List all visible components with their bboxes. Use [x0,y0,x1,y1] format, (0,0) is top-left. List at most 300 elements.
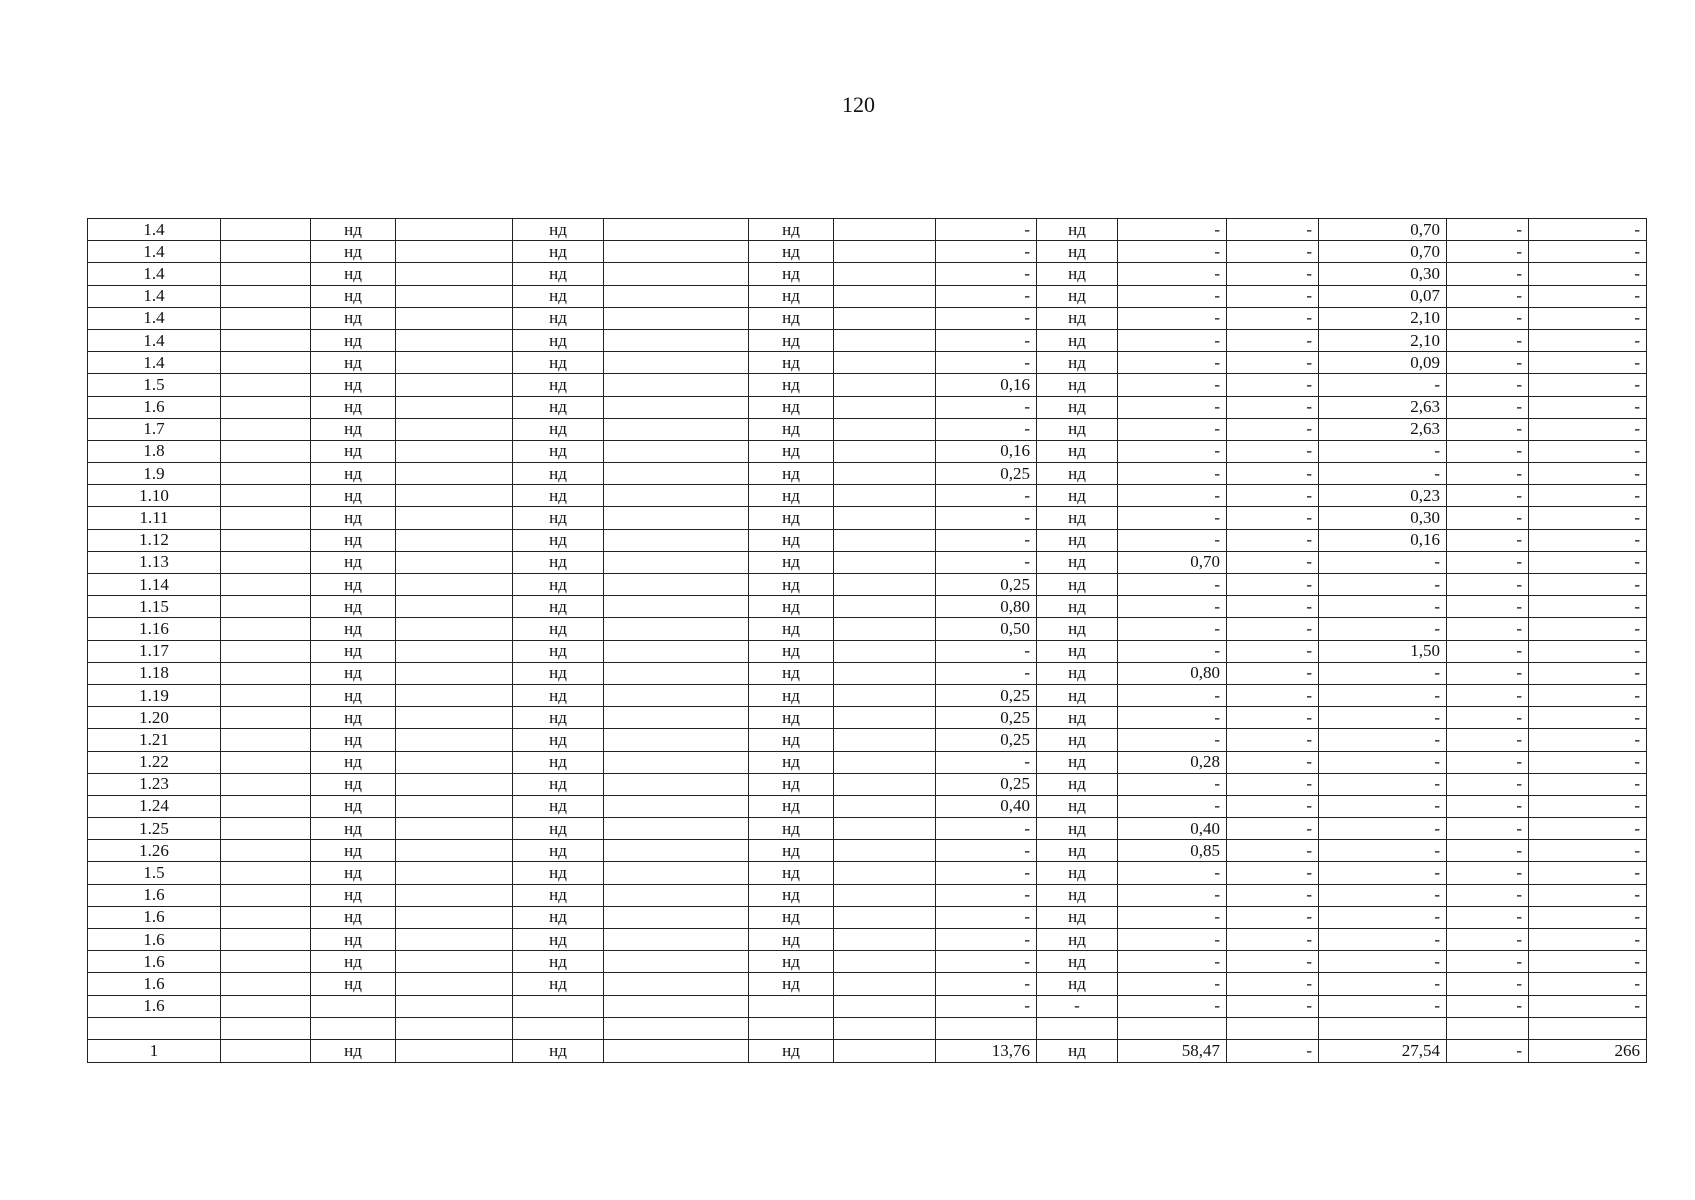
table-cell: - [1529,773,1647,795]
table-cell [396,263,513,285]
table-cell: - [1118,773,1227,795]
table-cell: нд [1037,795,1118,817]
table-cell: нд [513,729,604,751]
table-cell [834,618,936,640]
table-cell: нд [749,418,834,440]
table-cell: 1.15 [88,596,221,618]
table-cell: - [1447,751,1529,773]
table-cell: - [1319,551,1447,573]
page-number: 120 [842,92,875,117]
table-row [88,418,1647,440]
table-cell [221,640,311,662]
table-cell: - [1447,485,1529,507]
table-cell: - [936,241,1037,263]
table-cell: - [936,352,1037,374]
table-cell: - [1447,906,1529,928]
table-cell: нд [311,507,396,529]
table-cell [396,574,513,596]
table-cell: - [1447,219,1529,241]
table-cell: - [1447,973,1529,995]
table-cell [221,418,311,440]
table-cell: нд [311,773,396,795]
table-cell: нд [749,618,834,640]
table-cell: - [1227,640,1319,662]
table-cell: - [1118,618,1227,640]
table-cell: - [1529,884,1647,906]
table-cell [834,551,936,573]
table-cell: нд [749,374,834,396]
table-cell: - [936,995,1037,1017]
table-cell: - [1118,574,1227,596]
table-cell: - [1529,995,1647,1017]
table-row [88,818,1647,840]
table-cell: - [1319,684,1447,706]
table-cell [396,840,513,862]
table-cell: 0,28 [1118,751,1227,773]
table-cell: - [1118,285,1227,307]
table-cell: - [1447,374,1529,396]
table-cell: 0,07 [1319,285,1447,307]
table-cell [604,529,749,551]
table-cell: - [1227,684,1319,706]
table-cell: - [1447,574,1529,596]
table-row [88,374,1647,396]
table-cell [311,1017,396,1039]
table-cell: - [1447,618,1529,640]
table-cell: 2,63 [1319,418,1447,440]
table-cell: - [1529,729,1647,751]
table-cell: нд [1037,329,1118,351]
table-cell [834,840,936,862]
table-cell: нд [1037,574,1118,596]
table-cell: нд [513,285,604,307]
table-cell [604,773,749,795]
table-cell: 1.6 [88,396,221,418]
table-cell [396,973,513,995]
table-cell [834,795,936,817]
table-cell: 1.4 [88,352,221,374]
table-cell: - [936,529,1037,551]
table-cell: - [1227,307,1319,329]
table-cell: 0,16 [936,440,1037,462]
table-cell: - [1118,929,1227,951]
table-cell: 1.18 [88,662,221,684]
table-cell: 0,25 [936,463,1037,485]
table-cell [834,463,936,485]
table-cell: нд [749,241,834,263]
table-cell [604,396,749,418]
table-cell: нд [311,618,396,640]
table-cell: - [1118,463,1227,485]
table-row [88,684,1647,706]
table-cell [1118,1017,1227,1039]
table-cell: нд [1037,507,1118,529]
table-row [88,307,1647,329]
table-cell: - [1118,507,1227,529]
table-cell: - [1319,707,1447,729]
table-cell: нд [749,219,834,241]
table-cell [396,818,513,840]
table-cell: нд [513,418,604,440]
table-cell: 0,25 [936,729,1037,751]
table-cell: нд [311,840,396,862]
table-cell: - [1227,995,1319,1017]
table-row [88,884,1647,906]
table-cell: - [1118,729,1227,751]
table-cell: нд [749,396,834,418]
table-cell [604,795,749,817]
table-cell: - [1118,329,1227,351]
table-cell [834,485,936,507]
table-cell: 1.12 [88,529,221,551]
table-row [88,995,1647,1017]
table-cell: 1.20 [88,707,221,729]
table-cell: нд [513,751,604,773]
table-cell [396,329,513,351]
table-cell [834,751,936,773]
table-cell: 1.21 [88,729,221,751]
table-cell: нд [749,862,834,884]
table-cell: - [1529,707,1647,729]
table-cell: нд [749,307,834,329]
table-cell: нд [1037,352,1118,374]
table-cell: - [1529,418,1647,440]
table-cell: 1.14 [88,574,221,596]
table-cell: 1,50 [1319,640,1447,662]
table-cell: - [1319,596,1447,618]
table-cell: 0,80 [936,596,1037,618]
table-cell [604,263,749,285]
table-cell: нд [1037,1039,1118,1062]
table-cell: нд [1037,529,1118,551]
table-cell [604,463,749,485]
table-cell: 1.5 [88,862,221,884]
table-cell: - [936,951,1037,973]
table-cell [396,463,513,485]
table-cell [604,1039,749,1062]
table-cell [396,862,513,884]
table-cell: нд [311,529,396,551]
table-cell: нд [513,640,604,662]
table-cell [604,862,749,884]
table-cell [604,596,749,618]
table-cell [396,307,513,329]
table-cell [1319,1017,1447,1039]
table-cell [834,884,936,906]
table-row [88,551,1647,573]
table-cell: - [1118,795,1227,817]
table-cell: нд [311,574,396,596]
table-cell [396,929,513,951]
table-cell [834,818,936,840]
table-cell: нд [311,818,396,840]
table-cell: 2,10 [1319,307,1447,329]
table-cell: - [1037,995,1118,1017]
table-cell: 0,70 [1319,219,1447,241]
table-cell [396,352,513,374]
table-row [88,640,1647,662]
table-cell [604,618,749,640]
table-cell: 0,09 [1319,352,1447,374]
table-cell: нд [513,684,604,706]
table-cell [221,884,311,906]
table-cell: нд [749,440,834,462]
table-cell: нд [749,973,834,995]
table-cell: 0,16 [1319,529,1447,551]
table-cell: - [1118,995,1227,1017]
table-cell: - [1319,773,1447,795]
table-cell: нд [311,951,396,973]
table-cell: - [1227,329,1319,351]
table-cell [834,596,936,618]
table-cell: - [1529,973,1647,995]
table-cell [834,574,936,596]
table-row [88,529,1647,551]
table-row [88,574,1647,596]
table-cell [221,307,311,329]
table-cell: - [1447,307,1529,329]
table-cell [221,662,311,684]
table-cell [604,1017,749,1039]
table-cell: - [1227,951,1319,973]
table-cell [396,219,513,241]
table-cell: нд [749,329,834,351]
table-cell: - [1118,707,1227,729]
table-cell [834,1039,936,1062]
table-cell: - [1319,751,1447,773]
table-cell: нд [1037,263,1118,285]
table-cell: нд [749,684,834,706]
table-cell: - [1529,684,1647,706]
table-cell [604,840,749,862]
table-cell: нд [749,574,834,596]
table-cell: нд [513,440,604,462]
table-cell [221,795,311,817]
table-cell: 0,70 [1118,551,1227,573]
table-cell: - [1227,374,1319,396]
table-row [88,596,1647,618]
table-cell: - [1447,795,1529,817]
table-cell: нд [311,929,396,951]
table-cell: нд [311,241,396,263]
table-cell: нд [1037,729,1118,751]
table-cell: - [1227,263,1319,285]
table-cell: - [1227,906,1319,928]
table-cell: нд [513,795,604,817]
table-cell [221,751,311,773]
table-cell: нд [513,1039,604,1062]
table-cell: - [1529,862,1647,884]
table-cell: - [1227,795,1319,817]
table-row [88,662,1647,684]
table-cell [396,729,513,751]
table-cell: - [1529,618,1647,640]
table-cell: нд [513,507,604,529]
table-cell: - [1529,307,1647,329]
table-cell: - [1529,906,1647,928]
table-cell: нд [749,773,834,795]
table-cell: - [1118,640,1227,662]
table-row [88,751,1647,773]
table-cell: - [1447,818,1529,840]
table-cell: 1.9 [88,463,221,485]
table-cell: нд [311,440,396,462]
table-cell [834,684,936,706]
table-cell: нд [311,862,396,884]
table-cell [604,285,749,307]
table-cell [834,729,936,751]
table-cell: 0,85 [1118,840,1227,862]
table-cell: нд [513,396,604,418]
table-cell: - [1227,618,1319,640]
table-cell: - [1529,396,1647,418]
table-cell: 1.13 [88,551,221,573]
table-cell [834,263,936,285]
table-cell: нд [749,463,834,485]
table-cell: - [1447,707,1529,729]
table-cell [396,440,513,462]
table-cell [834,1017,936,1039]
table-cell: нд [513,574,604,596]
table-cell: - [1447,951,1529,973]
table-cell: - [1227,463,1319,485]
table-row [88,906,1647,928]
table-cell: нд [1037,884,1118,906]
table-cell: нд [311,374,396,396]
table-cell: 1.6 [88,929,221,951]
table-cell [834,307,936,329]
table-cell: - [1447,263,1529,285]
table-cell [604,551,749,573]
table-cell: нд [311,485,396,507]
table-cell: - [1529,285,1647,307]
table-cell [221,574,311,596]
table-cell: 58,47 [1118,1039,1227,1062]
table-cell: - [1529,374,1647,396]
table-cell [221,951,311,973]
table-cell: - [1529,574,1647,596]
table-cell: нд [513,352,604,374]
table-cell: 2,63 [1319,396,1447,418]
table-cell: - [1227,929,1319,951]
table-cell: нд [513,529,604,551]
table-cell: нд [1037,707,1118,729]
table-cell: - [1118,684,1227,706]
table-cell: - [1447,396,1529,418]
table-cell [396,951,513,973]
table-row [88,795,1647,817]
table-cell [834,929,936,951]
table-cell: - [936,485,1037,507]
table-cell [221,285,311,307]
table-cell [834,241,936,263]
table-cell: - [1447,329,1529,351]
table-cell: - [1447,596,1529,618]
table-cell: нд [1037,285,1118,307]
table-cell: - [1227,707,1319,729]
table-cell [834,418,936,440]
table-cell: - [1319,906,1447,928]
table-cell: - [1118,529,1227,551]
table-cell [604,485,749,507]
table-cell [1529,1017,1647,1039]
table-cell [834,640,936,662]
table-cell: нд [1037,596,1118,618]
table-cell: - [936,751,1037,773]
table-cell [834,374,936,396]
table-cell: - [1118,396,1227,418]
table-cell [396,285,513,307]
table-cell [396,995,513,1017]
table-cell [396,795,513,817]
table-cell: нд [311,729,396,751]
table-cell [396,529,513,551]
table-cell: - [936,263,1037,285]
table-cell [221,1017,311,1039]
table-cell [604,418,749,440]
table-cell [396,773,513,795]
table-cell [221,263,311,285]
table-cell: - [1319,374,1447,396]
table-cell: 1.11 [88,507,221,529]
table-cell: 1.24 [88,795,221,817]
table-cell: - [1447,463,1529,485]
table-cell: нд [311,307,396,329]
table-cell: - [1227,285,1319,307]
table-cell: нд [311,973,396,995]
table-cell: - [1118,418,1227,440]
table-cell: - [1227,751,1319,773]
table-cell: нд [749,352,834,374]
table-cell [604,574,749,596]
table-cell: - [1529,219,1647,241]
table-cell [834,862,936,884]
table-cell: нд [749,640,834,662]
table-row [88,973,1647,995]
table-cell: нд [513,463,604,485]
table-cell: - [1118,263,1227,285]
table-cell: 27,54 [1319,1039,1447,1062]
table-cell [396,396,513,418]
table-row [88,929,1647,951]
table-cell: - [1447,507,1529,529]
table-cell: нд [1037,951,1118,973]
table-cell: нд [1037,862,1118,884]
table-row [88,773,1647,795]
table-cell [221,862,311,884]
table-cell [604,707,749,729]
table-row [88,352,1647,374]
table-cell: 0,25 [936,684,1037,706]
table-cell [221,396,311,418]
table-cell: нд [1037,440,1118,462]
table-cell: 0,30 [1319,263,1447,285]
table-cell [604,751,749,773]
table-cell: нд [513,374,604,396]
table-cell: - [1447,840,1529,862]
table-cell: нд [311,396,396,418]
table-cell: - [1447,884,1529,906]
table-cell: нд [749,795,834,817]
table-row [88,707,1647,729]
table-cell [221,529,311,551]
table-cell: нд [1037,551,1118,573]
table-cell: нд [513,707,604,729]
table-cell: - [1118,862,1227,884]
table-cell: нд [749,662,834,684]
table-cell [221,995,311,1017]
table-cell: нд [749,751,834,773]
